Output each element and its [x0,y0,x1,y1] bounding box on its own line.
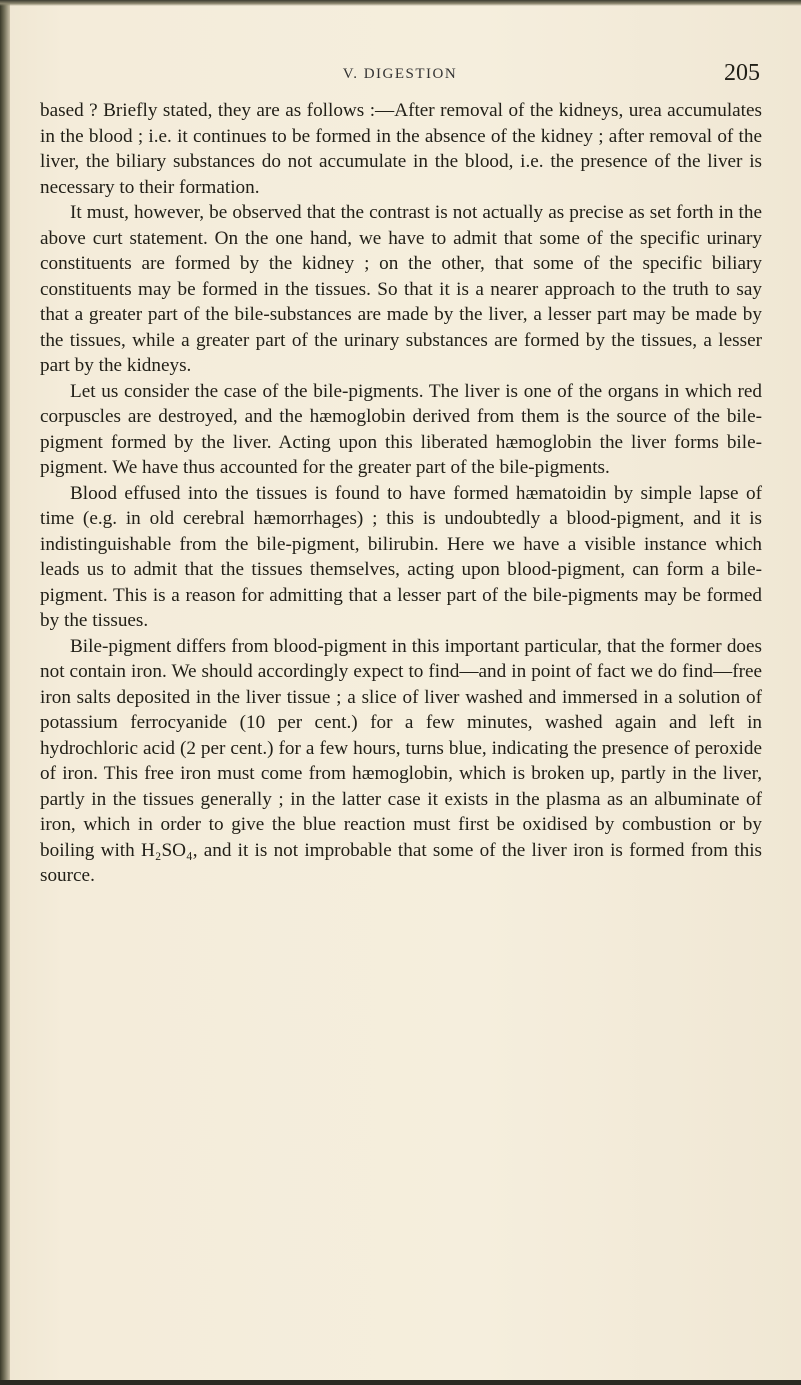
paragraph: Blood effused into the tissues is found to have formed hæmatoidin by simple lapse of time (e.g. in old cerebral hæmorrhages) ; this is undoubtedly a blood-pigment, and it is indistinguishable from the bile-pigment, bilirubin. Here we have a visible instance which leads us to admit that the tissues themselves, acting upon blood-pigment, can form a bile-pigment. This is a reason for admitting that a lesser part of the bile-pigments may be formed by the tissues. [40,482,762,631]
page-binding-edge [0,0,10,1385]
page-number: 205 [724,60,760,86]
page-top-edge [0,0,801,6]
page-header [40,60,760,90]
paragraph: Let us consider the case of the bile-pigments. The liver is one of the organs in which red corpuscles are destroyed, and the hæmoglobin derived from them is the source of the bile-pigment formed by the liver. Acting upon this liberated hæmoglobin the liver forms bile-pigment. We have thus accounted for the greater part of the bile-pigments. [40,380,762,478]
paragraph: based ? Briefly stated, they are as follows :—After removal of the kidneys, urea accumulates in the blood ; i.e. it continues to be formed in the absence of the kidney ; after removal of the liver, the biliary substances do not accumulate in the blood, i.e. the presence of the liver is necessary to their formation. [40,100,762,198]
paragraph: Bile-pigment differs from blood-pigment in this important particular, that the former does not contain iron. We should accordingly expect to find—and in point of fact we do find—free iron salts deposited in the liver tissue ; a slice of liver washed and immersed in a solution of potassium ferrocyanide (10 per cent.) for a few minutes, washed again and left in hydrochloric acid (2 per cent.) for a few hours, turns blue, indicating the presence of peroxide of iron. This free iron must come from hæmoglobin, which is broken up, partly in the liver, partly in the tissues generally ; in the latter case it exists in the plasma as an albuminate of iron, which in order to give the blue reaction must first be oxidised by combustion or by boiling with H₂SO₄, and it is not improbable that some of the liver iron is formed from this source. [40,635,762,886]
page-bottom-edge [0,1380,801,1385]
running-head: V. DIGESTION [342,66,458,82]
body-text [40,98,762,889]
paragraph: It must, however, be observed that the contrast is not actually as precise as set forth in the above curt statement. On the one hand, we have to admit that some of the specific urinary constituents are formed by the kidney ; on the other, that some of the specific biliary constituents may be formed in the tissues. So that it is a nearer approach to the truth to say that a greater part of the bile-substances are made by the liver, a lesser part may be made by the tissues, while a greater part of the urinary substances are formed by the tissues, a lesser part by the kidneys. [40,202,762,376]
